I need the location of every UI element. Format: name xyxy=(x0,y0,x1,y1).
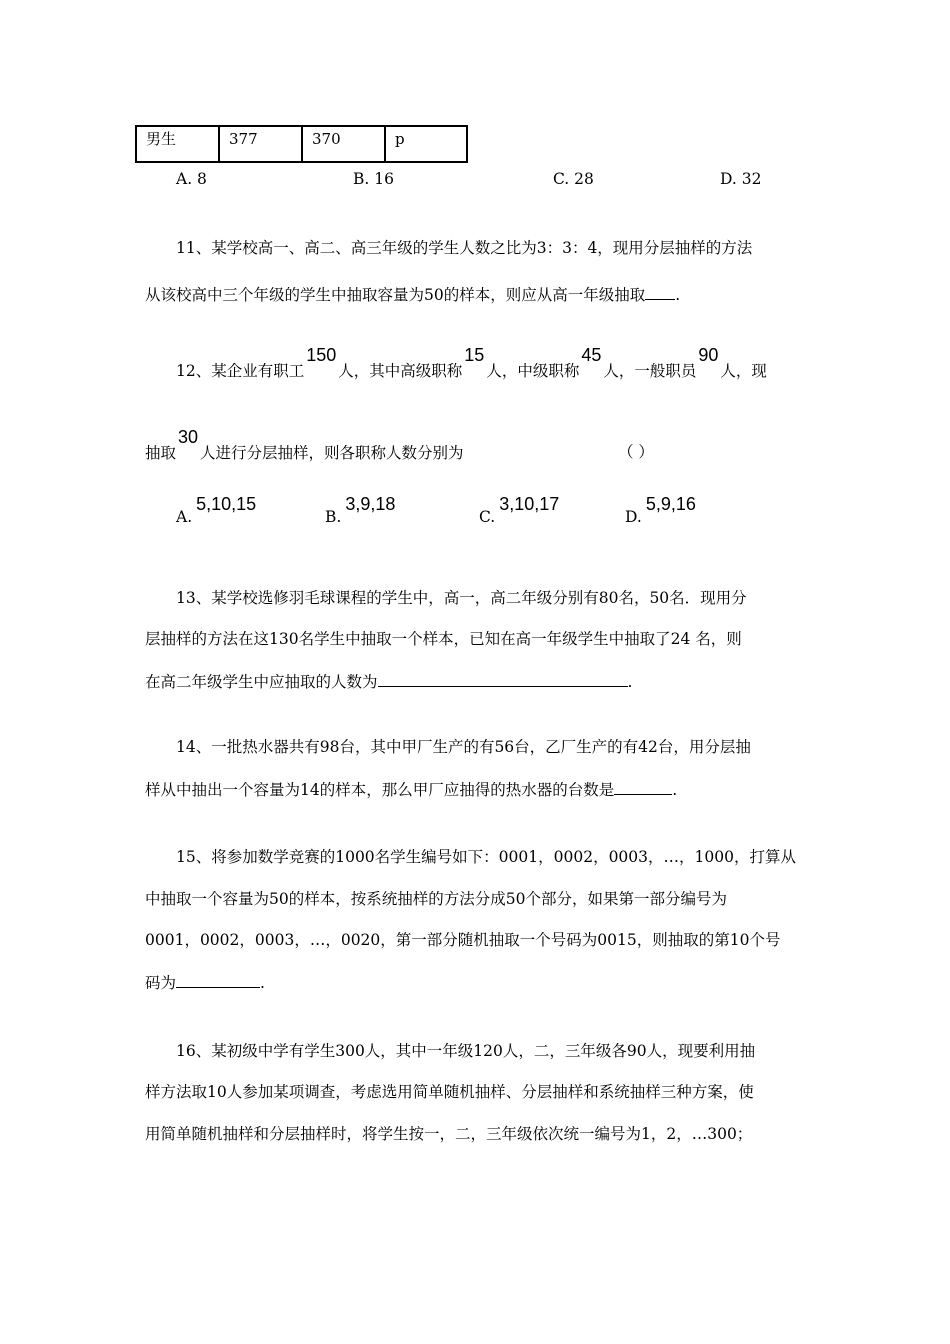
option-label: C. xyxy=(479,508,496,526)
q12-text: 12、某企业有职工 xyxy=(176,362,305,380)
answer-blank xyxy=(614,777,672,795)
q13-line2: 层抽样的方法在这130名学生中抽取一个样本，已知在高一年级学生中抽取了24 名，则 xyxy=(145,630,742,648)
q15-line4 xyxy=(145,970,265,995)
q13-text: 在高二年级学生中应抽取的人数为 xyxy=(145,673,378,691)
table-row xyxy=(136,126,467,162)
table-cell: 男生 xyxy=(136,126,219,162)
q14-line2 xyxy=(145,777,677,802)
q12-line1 xyxy=(176,345,767,383)
q10-option-b: B. 16 xyxy=(353,170,394,188)
q12-text: 抽取 xyxy=(145,444,177,462)
q10-option-d: D. 32 xyxy=(720,170,762,188)
answer-blank xyxy=(176,970,260,988)
answer-blank xyxy=(378,669,628,687)
q12-number: 90 xyxy=(698,345,719,365)
q12-text: 人，其中高级职称 xyxy=(338,362,463,380)
option-label: A. xyxy=(176,508,193,526)
q15-line1: 15、将参加数学竞赛的1000名学生编号如下：0001，0002，0003，…，1000，打算从 xyxy=(176,848,796,866)
option-label: B. xyxy=(325,508,342,526)
table-cell: p xyxy=(385,126,467,162)
q12-option-a xyxy=(176,494,257,529)
answer-blank xyxy=(645,282,675,300)
option-value: 5,9,16 xyxy=(645,494,696,514)
q13-line3 xyxy=(145,669,632,694)
q12-number: 150 xyxy=(306,345,337,365)
q12-text: 人，中级职称 xyxy=(486,362,580,380)
q16-line1: 16、某初级中学有学生300人，其中一年级120人，二，三年级各90人，现要利用抽 xyxy=(176,1042,756,1060)
q10-option-a: A. 8 xyxy=(176,170,207,188)
option-label: D. xyxy=(625,508,642,526)
q11-line1: 11、某学校高一、高二、高三年级的学生人数之比为3：3：4，现用分层抽样的方法 xyxy=(176,239,753,257)
q11-text: 从该校高中三个年级的学生中抽取容量为50的样本，则应从高一年级抽取 xyxy=(145,286,646,304)
q15-end: . xyxy=(260,974,265,992)
q15-line3: 0001，0002，0003，…，0020，第一部分随机抽取一个号码为0015，则抽取的第10个号 xyxy=(145,931,781,949)
q12-number: 45 xyxy=(581,345,602,365)
q12-line2 xyxy=(145,427,464,465)
q12-text: 人进行分层抽样，则各职称人数分别为 xyxy=(200,444,464,462)
q15-text: 码为 xyxy=(145,974,177,992)
q10-option-c: C. 28 xyxy=(553,170,594,188)
q12-number: 30 xyxy=(178,427,199,447)
q12-option-b xyxy=(325,494,396,529)
q12-text: 人，一般职员 xyxy=(603,362,697,380)
data-table xyxy=(135,125,468,163)
q15-line2: 中抽取一个容量为50的样本，按系统抽样的方法分成50个部分，如果第一部分编号为 xyxy=(145,890,727,908)
q11-line2 xyxy=(145,282,680,307)
q12-number: 15 xyxy=(464,345,485,365)
q12-option-d xyxy=(625,494,696,529)
table-cell: 377 xyxy=(219,126,302,162)
option-value: 3,10,17 xyxy=(499,494,560,514)
q14-text: 样从中抽出一个容量为14的样本，那么甲厂应抽得的热水器的台数是 xyxy=(145,781,615,799)
q12-text: 人，现 xyxy=(720,362,767,380)
q11-end: . xyxy=(675,286,681,304)
q13-line1: 13、某学校选修羽毛球课程的学生中，高一，高二年级分别有80名，50名．现用分 xyxy=(176,589,747,607)
q13-end: . xyxy=(627,673,633,691)
q16-line2: 样方法取10人参加某项调查，考虑选用简单随机抽样、分层抽样和系统抽样三种方案，使 xyxy=(145,1083,754,1101)
option-value: 5,10,15 xyxy=(196,494,257,514)
q14-end: . xyxy=(672,781,678,799)
q14-line1: 14、一批热水器共有98台，其中甲厂生产的有56台，乙厂生产的有42台，用分层抽 xyxy=(176,738,751,756)
q12-option-c xyxy=(479,494,560,529)
answer-parentheses: （ ） xyxy=(618,443,654,461)
option-value: 3,9,18 xyxy=(345,494,396,514)
q16-line3: 用简单随机抽样和分层抽样时，将学生按一，二，三年级依次统一编号为1，2，…300； xyxy=(145,1125,753,1143)
table-cell: 370 xyxy=(302,126,385,162)
